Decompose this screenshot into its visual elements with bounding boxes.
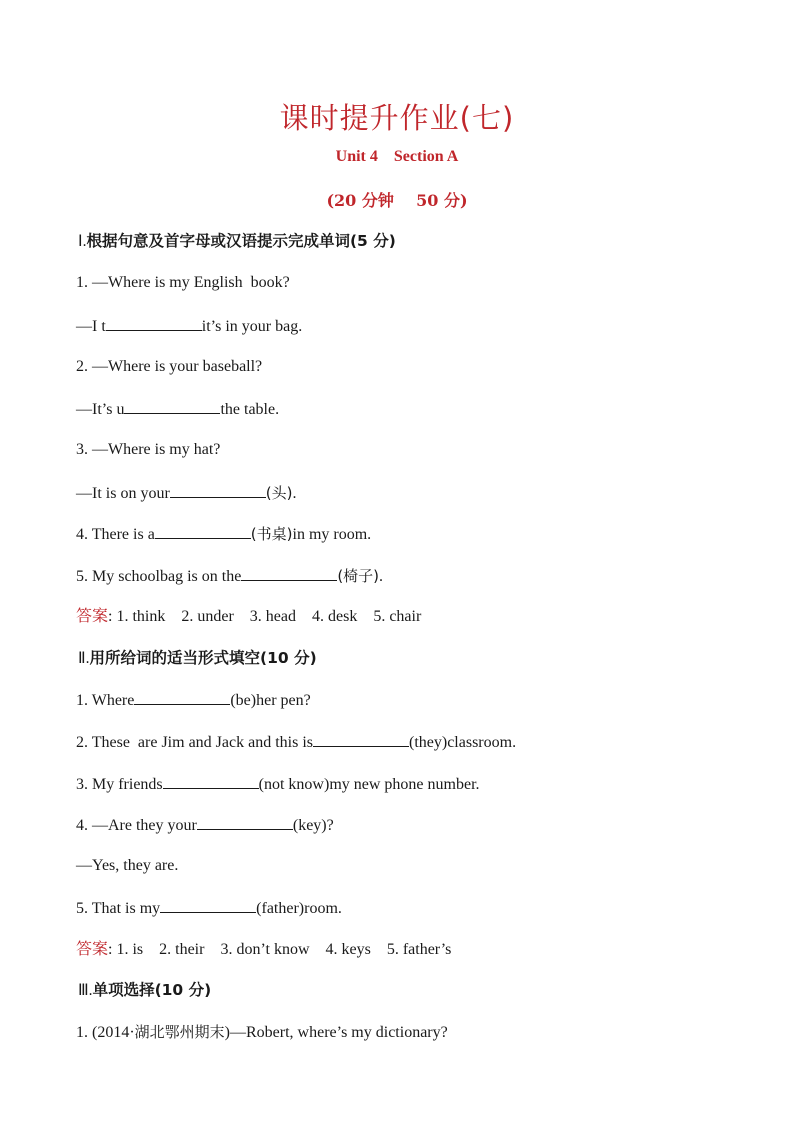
s1-line-2 [76,315,302,337]
s1-line-1 [76,273,290,293]
section1-mark: Ⅰ. [78,233,87,250]
s1-q2-answer-prefix: —It’s u [76,401,125,418]
s1-q2-text: 2. —Where is your baseball? [76,358,263,375]
chinese-hint: (书桌) [250,525,293,543]
s2-q3-prefix: 3. My friends [76,776,163,793]
s1-q2-answer-suffix: the table. [220,401,280,418]
s2-q4-prefix: 4. —Are they your [76,817,197,834]
s2-q5-suffix: (father)room. [256,900,342,917]
s1-q4-text: 4. There is a [76,526,155,543]
s3-q1-prefix: 1. (2014· [76,1024,135,1041]
section2-heading [78,648,317,669]
s2-q2-prefix: 2. These are Jim and Jack and this is [76,734,313,751]
s2-line-3 [76,773,480,795]
s2-answers: : 1. is 2. their 3. don’t know 4. keys 5. father’s [108,941,452,958]
time-score-info: (20 分钟 50 分) [326,191,468,210]
s1-q5-text: 5. My schoolbag is on the [76,568,242,585]
answer-blank[interactable] [163,773,259,789]
s2-line-5 [76,856,178,876]
s1-line-6 [76,482,297,504]
s2-q4-suffix: (key)? [292,817,334,834]
answer-blank[interactable] [241,565,337,581]
section2-mark: Ⅱ. [78,650,90,667]
section1-heading [78,231,396,252]
answer-blank[interactable] [106,315,202,331]
page-title: 课时提升作业(七) [279,101,515,135]
s2-line-1 [76,689,311,711]
s2-line-2 [76,731,516,753]
chinese-hint: (椅子) [337,567,380,585]
s1-line-3 [76,357,262,377]
section3-heading [78,980,211,1001]
s1-line-4 [76,398,279,420]
s3-line-1 [76,1022,448,1043]
s2-q5-prefix: 5. That is my [76,900,161,917]
s1-q5-suffix: . [379,568,384,585]
s1-q4-suffix: in my room. [292,526,372,543]
s1-q1-text: 1. —Where is my English book? [76,274,290,291]
answer-blank[interactable] [134,689,230,705]
section2-title: 用所给词的适当形式填空(10 分) [89,649,317,667]
s1-q3-answer-suffix: . [292,485,297,502]
s1-q1-answer-prefix: —I t [76,318,106,335]
s1-q1-answer-suffix: it’s in your bag. [201,318,303,335]
s1-line-8 [76,565,383,587]
s2-answer-key [76,939,451,960]
s2-q2-suffix: (they)classroom. [408,734,517,751]
s2-line-4 [76,814,334,836]
s2-line-6 [76,897,342,919]
answer-blank[interactable] [155,523,251,539]
unit-subtitle: Unit 4 Section A [335,148,459,165]
chinese-hint: (头) [265,484,293,502]
answer-label: 答案 [76,606,109,625]
s1-answer-key [76,606,421,627]
answer-blank[interactable] [124,398,220,414]
s1-q3-text: 3. —Where is my hat? [76,441,221,458]
section1-title: 根据句意及首字母或汉语提示完成单词(5 分) [86,232,396,250]
s1-line-5 [76,440,220,460]
s1-line-7 [76,523,371,545]
s2-q3-suffix: (not know)my new phone number. [258,776,480,793]
s3-q1-text: )—Robert, where’s my dictionary? [224,1024,448,1041]
section3-title: 单项选择(10 分) [92,981,212,999]
answer-blank[interactable] [160,897,256,913]
section3-mark: Ⅲ. [78,982,93,999]
s2-q1-prefix: 1. Where [76,692,135,709]
s1-answers: : 1. think 2. under 3. head 4. desk 5. chair [108,608,422,625]
s2-q4-answer: —Yes, they are. [76,857,179,874]
answer-blank[interactable] [313,731,409,747]
s2-q1-suffix: (be)her pen? [230,692,311,709]
answer-blank[interactable] [197,814,293,830]
s1-q3-answer-prefix: —It is on your [76,485,170,502]
s3-q1-source: 湖北鄂州期末 [134,1023,225,1041]
answer-label: 答案 [76,939,109,958]
answer-blank[interactable] [170,482,266,498]
